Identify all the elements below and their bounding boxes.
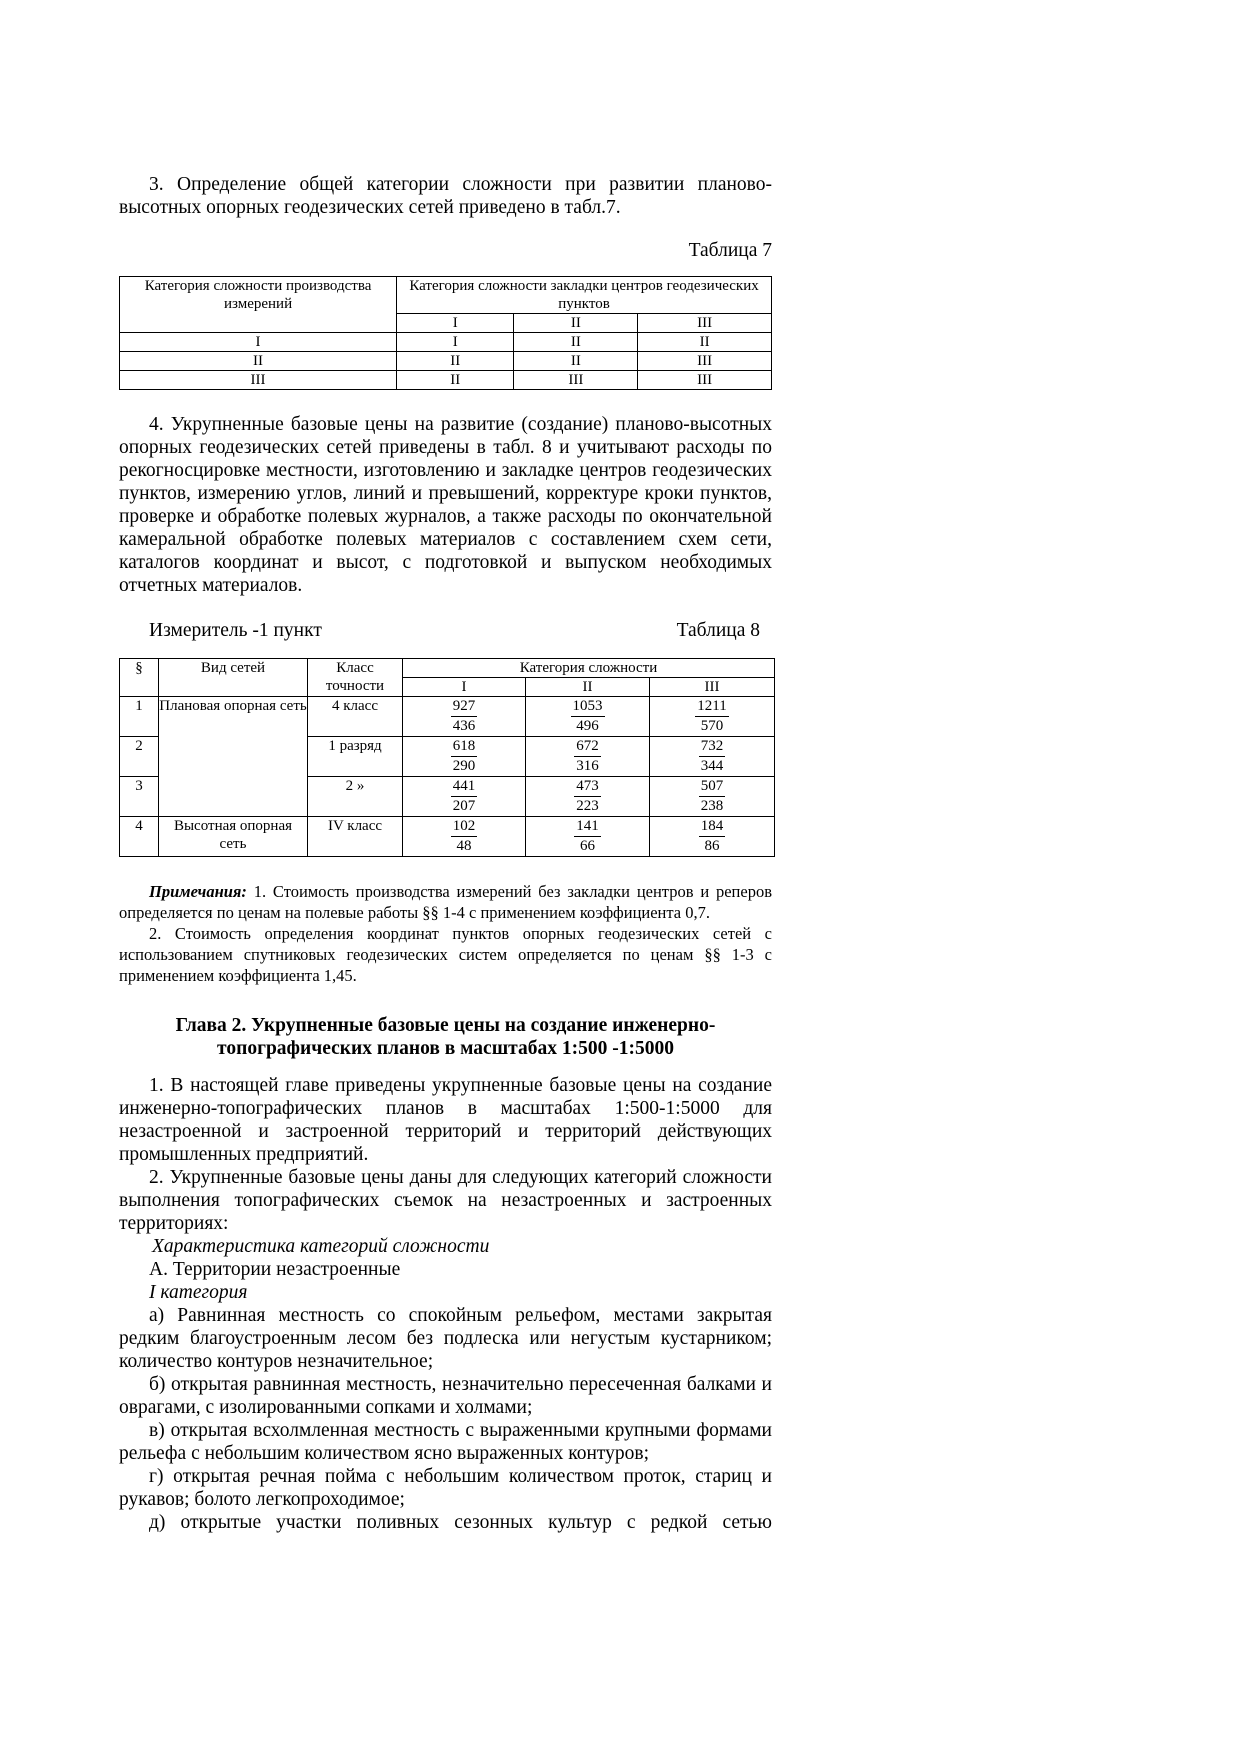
note-1 (119, 881, 772, 923)
document-page (119, 0, 772, 1534)
row-number: 3 (120, 777, 159, 817)
chapter-heading (119, 1014, 772, 1060)
table8-caption: Таблица 8 (676, 620, 760, 641)
note-1-text: 1. Стоимость производства измерений без закладки центров и реперов определяется по ценам на полевые работы §§ 1-4 с применением коэффициента 0,7. (119, 882, 772, 922)
accuracy-class: 2 » (308, 777, 403, 817)
item-b: б) открытая равнинная местность, незначительно пересеченная балками и оврагами, с изолированными сопками и холмами; (119, 1374, 772, 1418)
price-total: 1211 (695, 697, 728, 717)
t8-head-type: Вид сетей (159, 659, 308, 697)
t7-head-production: Категория сложности производства измерений (120, 277, 397, 333)
price-part: 207 (452, 798, 476, 814)
price-total: 102 (451, 817, 478, 837)
chapter-paragraph-1: 1. В настоящей главе приведены укрупненные базовые цены на создание инженерно-топографических планов в масштабах 1:500-1:5000 для незастроенной и застроенной территорий и территорий действующих промышленных предприятий. (119, 1075, 772, 1165)
table-8 (119, 658, 775, 857)
price-cell (403, 817, 526, 857)
price-total: 507 (699, 777, 726, 797)
table-cell: II (120, 352, 397, 371)
note-2: 2. Стоимость определения координат пунктов опорных геодезических сетей с использованием спутниковых геодезических систем определяется по ценам §§ 1-3 с применением коэффициента 1,45. (119, 924, 772, 985)
price-total: 732 (699, 737, 726, 757)
chapter-paragraph-2: 2. Укрупненные базовые цены даны для следующих категорий сложности выполнения топографических съемок на незастроенных и застроенных территориях: (119, 1167, 772, 1234)
price-total: 141 (574, 817, 601, 837)
table-cell: III (638, 371, 772, 390)
price-part: 86 (704, 838, 720, 854)
table-row (120, 352, 772, 371)
price-part: 66 (580, 838, 595, 854)
network-type: Плановая опорная сеть (159, 697, 308, 817)
table-cell: II (514, 352, 638, 371)
characteristic-heading: Характеристика категорий сложности (152, 1236, 490, 1257)
table-cell: III (638, 352, 772, 371)
row-number: 4 (120, 817, 159, 857)
t8-head-number: § (120, 659, 159, 697)
price-part: 496 (576, 718, 599, 734)
accuracy-class: 1 разряд (308, 737, 403, 777)
price-cell (650, 817, 775, 857)
price-part: 238 (700, 798, 724, 814)
price-cell (526, 737, 650, 777)
category-1-heading: I категория (149, 1282, 248, 1303)
price-cell (526, 697, 650, 737)
t7-subhead: III (638, 314, 772, 333)
accuracy-class: IV класс (308, 817, 403, 857)
price-cell (650, 737, 775, 777)
accuracy-class: 4 класс (308, 697, 403, 737)
item-d: д) открытые участки поливных сезонных культур с редкой сетью (149, 1512, 772, 1533)
price-part: 290 (452, 758, 476, 774)
t8-subhead: II (526, 678, 650, 697)
price-total: 184 (699, 817, 726, 837)
table-row (120, 817, 775, 857)
table-cell: I (120, 333, 397, 352)
paragraph-3: 3. Определение общей категории сложности при развитии планово-высотных опорных геодезических сетей приведено в табл.7. (119, 174, 772, 218)
price-cell (650, 697, 775, 737)
table8-header-line (119, 620, 772, 642)
table-cell: III (120, 371, 397, 390)
price-cell (403, 737, 526, 777)
price-total: 441 (451, 777, 478, 797)
notes-label: Примечания: (149, 882, 247, 901)
t8-subhead: III (650, 678, 775, 697)
price-part: 570 (700, 718, 724, 734)
t8-head-category: Категория сложности (403, 659, 775, 678)
table7-caption: Таблица 7 (688, 240, 772, 261)
price-part: 436 (452, 718, 476, 734)
item-g: г) открытая речная пойма с небольшим количеством проток, стариц и рукавов; болото легкопроходимое; (119, 1466, 772, 1510)
chapter-title-line2: топографических планов в масштабах 1:500 -1:5000 (217, 1038, 674, 1059)
price-part: 48 (456, 838, 472, 854)
t7-subhead: II (514, 314, 638, 333)
price-total: 672 (574, 737, 601, 757)
price-total: 1053 (571, 697, 605, 717)
row-number: 2 (120, 737, 159, 777)
table-cell: II (397, 371, 514, 390)
table-row (120, 333, 772, 352)
price-cell (650, 777, 775, 817)
notes-block (119, 881, 772, 986)
table-cell: II (397, 352, 514, 371)
t8-subhead: I (403, 678, 526, 697)
item-v: в) открытая всхолмленная местность с выраженными крупными формами рельефа с небольшим количеством ясно выраженных контуров; (119, 1420, 772, 1464)
price-total: 927 (451, 697, 478, 717)
table-cell: I (397, 333, 514, 352)
price-cell (403, 777, 526, 817)
price-cell (526, 817, 650, 857)
territory-a-heading: А. Территории незастроенные (149, 1259, 401, 1280)
row-number: 1 (120, 697, 159, 737)
price-cell (403, 697, 526, 737)
price-cell (526, 777, 650, 817)
item-a: а) Равнинная местность со спокойным рельефом, местами закрытая редким благоустроенным лесом без подлеска или негустым кустарником; количество контуров незначительное; (119, 1305, 772, 1372)
table-cell: II (638, 333, 772, 352)
t7-head-group: Категория сложности закладки центров геодезических пунктов (397, 277, 772, 314)
price-total: 618 (451, 737, 478, 757)
measure-unit: Измеритель -1 пункт (149, 620, 322, 641)
price-part: 223 (576, 798, 599, 814)
t7-subhead: I (397, 314, 514, 333)
table-7 (119, 276, 772, 390)
table-cell: II (514, 333, 638, 352)
table-row (120, 697, 775, 737)
price-part: 344 (700, 758, 724, 774)
table-row (120, 371, 772, 390)
t8-head-class: Класс точности (308, 659, 403, 697)
network-type: Высотная опорная сеть (159, 817, 308, 857)
price-total: 473 (574, 777, 601, 797)
price-part: 316 (576, 758, 599, 774)
paragraph-4: 4. Укрупненные базовые цены на развитие (создание) планово-высотных опорных геодезических сетей приведены в табл. 8 и учитывают расходы по рекогносцировке местности, изготовлению и закладке центров геодезических пунктов, измерению углов, линий и превышений, корректуре кроки пунктов, проверке и обработке полевых журналов, а также расходы по окончательной камеральной обработке полевых материалов с составлением схем сети, каталогов координат и высот, с подготовкой и выпуском необходимых отчетных материалов. (119, 414, 772, 596)
chapter-title-line1: Глава 2. Укрупненные базовые цены на создание инженерно- (175, 1015, 716, 1036)
table-cell: III (514, 371, 638, 390)
